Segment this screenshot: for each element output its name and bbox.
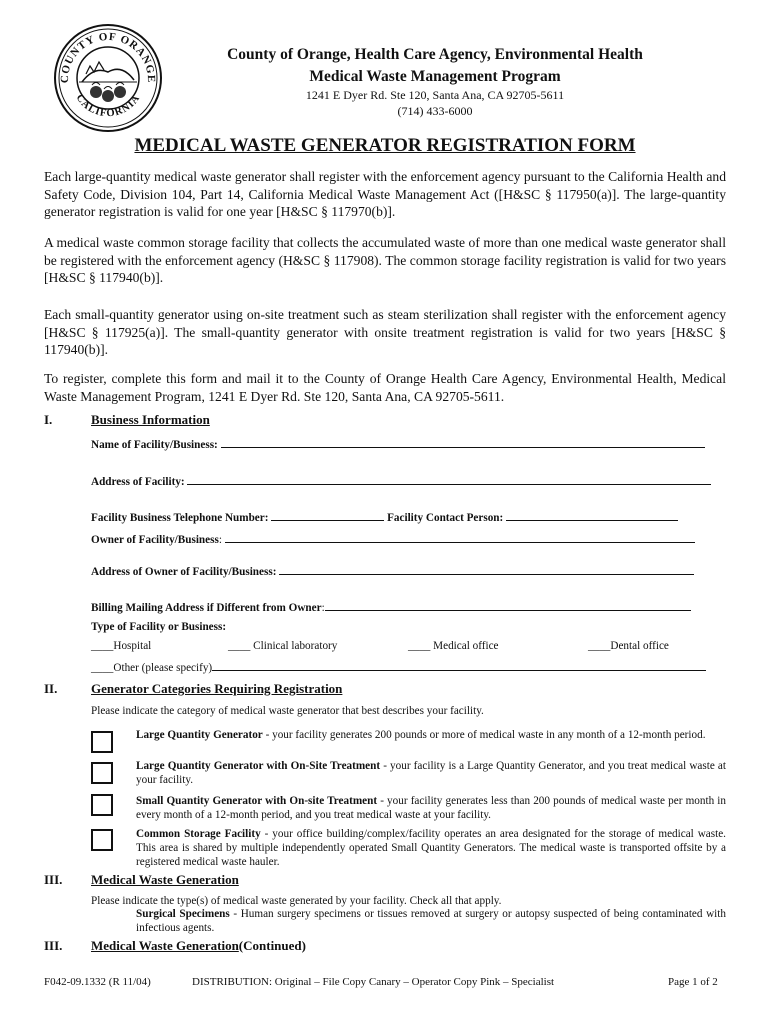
checkbox-common-storage[interactable] <box>91 829 113 851</box>
county-seal-logo <box>52 22 164 134</box>
intro-paragraph-3: Each small-quantity generator using on-site treatment such as steam sterilization shall register with the enforcement agency [H&SC § 117925(a)]. The small-quantity generator with onsite treatment registration is valid for two years [H&SC § 117940(b)]. <box>44 307 726 358</box>
billing-address-label: Billing Mailing Address if Different from Owner <box>91 602 322 614</box>
billing-address-field[interactable] <box>325 600 691 611</box>
waste-type-surgical-specimens <box>136 907 726 935</box>
business-phone-label: Facility Business Telephone Number: <box>91 512 269 524</box>
category-large-quantity-name: Large Quantity Generator <box>136 729 263 741</box>
category-small-quantity-onsite <box>136 794 726 822</box>
category-large-quantity-onsite <box>136 759 726 787</box>
section-2-number: II. <box>44 681 58 696</box>
page-number: Page 1 of 2 <box>668 976 718 988</box>
facility-type-label-row <box>91 621 723 633</box>
category-common-storage <box>136 827 726 869</box>
form-id: F042-09.1332 (R 11/04) <box>44 976 151 988</box>
type-option-medical-office[interactable]: ____ Medical office <box>408 640 499 652</box>
contact-person-label: Facility Contact Person: <box>387 512 504 524</box>
section-3-number: III. <box>44 872 63 887</box>
type-option-dental-office[interactable]: ____Dental office <box>588 640 669 652</box>
section-1-number: I. <box>44 412 53 427</box>
distribution-note: DISTRIBUTION: Original – File Copy Canary – Operator Copy Pink – Specialist <box>192 976 555 988</box>
facility-type-label: Type of Facility or Business: <box>91 621 227 633</box>
other-type-field[interactable] <box>212 660 706 671</box>
form-title: MEDICAL WASTE GENERATOR REGISTRATION FORM <box>134 135 636 156</box>
owner-field[interactable] <box>225 532 695 543</box>
category-large-quantity-onsite-name: Large Quantity Generator with On-Site Treatment <box>136 760 381 772</box>
surgical-specimens-name: Surgical Specimens <box>136 908 230 920</box>
other-type-row <box>91 660 723 674</box>
checkbox-large-quantity-onsite[interactable] <box>91 762 113 784</box>
category-large-quantity-desc: - your facility generates 200 pounds or more of medical waste in any month of a 12-month period. <box>262 729 706 741</box>
intro-paragraph-1: Each large-quantity medical waste generator shall register with the enforcement agency pursuant to the California Health and Safety Code, Division 104, Part 14, California Medical Waste Management Act ([H&SC § 117950(a)]. The large-quantity generator registration is valid for one year [H&SC § 117970(b)]. <box>44 169 726 220</box>
agency-phone: (714) 433-6000 <box>397 104 473 118</box>
agency-name: County of Orange, Health Care Agency, Environmental Health <box>227 46 643 63</box>
checkbox-large-quantity[interactable] <box>91 731 113 753</box>
checkbox-small-quantity-onsite[interactable] <box>91 794 113 816</box>
contact-person-field[interactable] <box>506 510 678 521</box>
billing-address-colon: : <box>321 602 325 614</box>
section-3-continued-title-text: Medical Waste Generation <box>91 938 239 953</box>
facility-name-label: Name of Facility/Business: <box>91 439 218 451</box>
owner-address-row <box>91 564 723 578</box>
facility-address-row <box>91 474 723 488</box>
section-3-continued-title <box>91 938 306 954</box>
billing-address-row <box>91 600 723 614</box>
owner-label: Owner of Facility/Business <box>91 534 219 546</box>
section-1-title: Business Information <box>91 412 210 427</box>
business-phone-field[interactable] <box>271 510 384 521</box>
owner-address-label: Address of Owner of Facility/Business: <box>91 566 277 578</box>
intro-paragraph-2: A medical waste common storage facility that collects the accumulated waste of more than one medical waste generator shall be registered with the enforcement agency (H&SC § 117908). The common storage facility registration is valid for two years [H&SC § 117940(b)]. <box>44 235 726 286</box>
intro-paragraph-4: To register, complete this form and mail it to the County of Orange Health Care Agency, Environmental Health, Medical Waste Management Program, 1241 E Dyer Rd. Ste 120, Santa Ana, CA 92705-5611. <box>44 371 726 404</box>
svg-text:COUNTY OF ORANGE: COUNTY OF ORANGE <box>58 30 158 84</box>
phone-contact-row <box>91 510 723 524</box>
type-option-hospital[interactable]: ____Hospital <box>91 640 152 652</box>
section-3-title: Medical Waste Generation <box>91 872 239 887</box>
category-large-quantity-onsite-desc: - your facility is a Large Quantity Generator, and you treat medical waste at your facility. <box>136 760 726 786</box>
facility-name-row <box>91 437 723 451</box>
type-option-clinical-lab[interactable]: ____ Clinical laboratory <box>228 640 338 652</box>
category-common-storage-name: Common Storage Facility <box>136 828 261 840</box>
section-3-instruction: Please indicate the type(s) of medical waste generated by your facility. Check all that apply. <box>91 895 502 907</box>
agency-address: 1241 E Dyer Rd. Ste 120, Santa Ana, CA 92705-5611 <box>305 88 565 102</box>
category-common-storage-desc: - your office building/complex/facility operates an area designated for the storage of medical waste. This area is shared by multiple independently operated Small Quantity Generators. The medical waste is transported offsite by a registered medical waste hauler. <box>136 828 726 868</box>
category-small-quantity-onsite-desc: - your facility generates less than 200 pounds of medical waste per month in every month of a 12-month period, and you treat medical waste at your facility. <box>136 795 727 821</box>
facility-name-field[interactable] <box>221 437 705 448</box>
category-large-quantity <box>136 728 726 742</box>
section-2-instruction: Please indicate the category of medical waste generator that best describes your facility. <box>91 705 484 717</box>
program-name: Medical Waste Management Program <box>309 68 561 85</box>
facility-address-field[interactable] <box>187 474 711 485</box>
owner-label-colon: : <box>218 534 222 546</box>
svg-text:CALIFORNIA: CALIFORNIA <box>73 92 143 120</box>
section-2-title: Generator Categories Requiring Registration <box>91 681 343 696</box>
category-small-quantity-onsite-name: Small Quantity Generator with On-site Treatment <box>136 795 378 807</box>
owner-row <box>91 532 723 546</box>
section-3-continued-suffix: (Continued) <box>238 938 306 953</box>
surgical-specimens-desc: - Human surgery specimens or tissues removed at surgery or autopsy suspected of being contaminated with infectious agents. <box>136 908 726 934</box>
section-3-continued-number: III. <box>44 938 63 953</box>
type-option-other[interactable]: ____Other (please specify) <box>91 662 213 674</box>
facility-address-label: Address of Facility: <box>91 476 185 488</box>
owner-address-field[interactable] <box>279 564 694 575</box>
